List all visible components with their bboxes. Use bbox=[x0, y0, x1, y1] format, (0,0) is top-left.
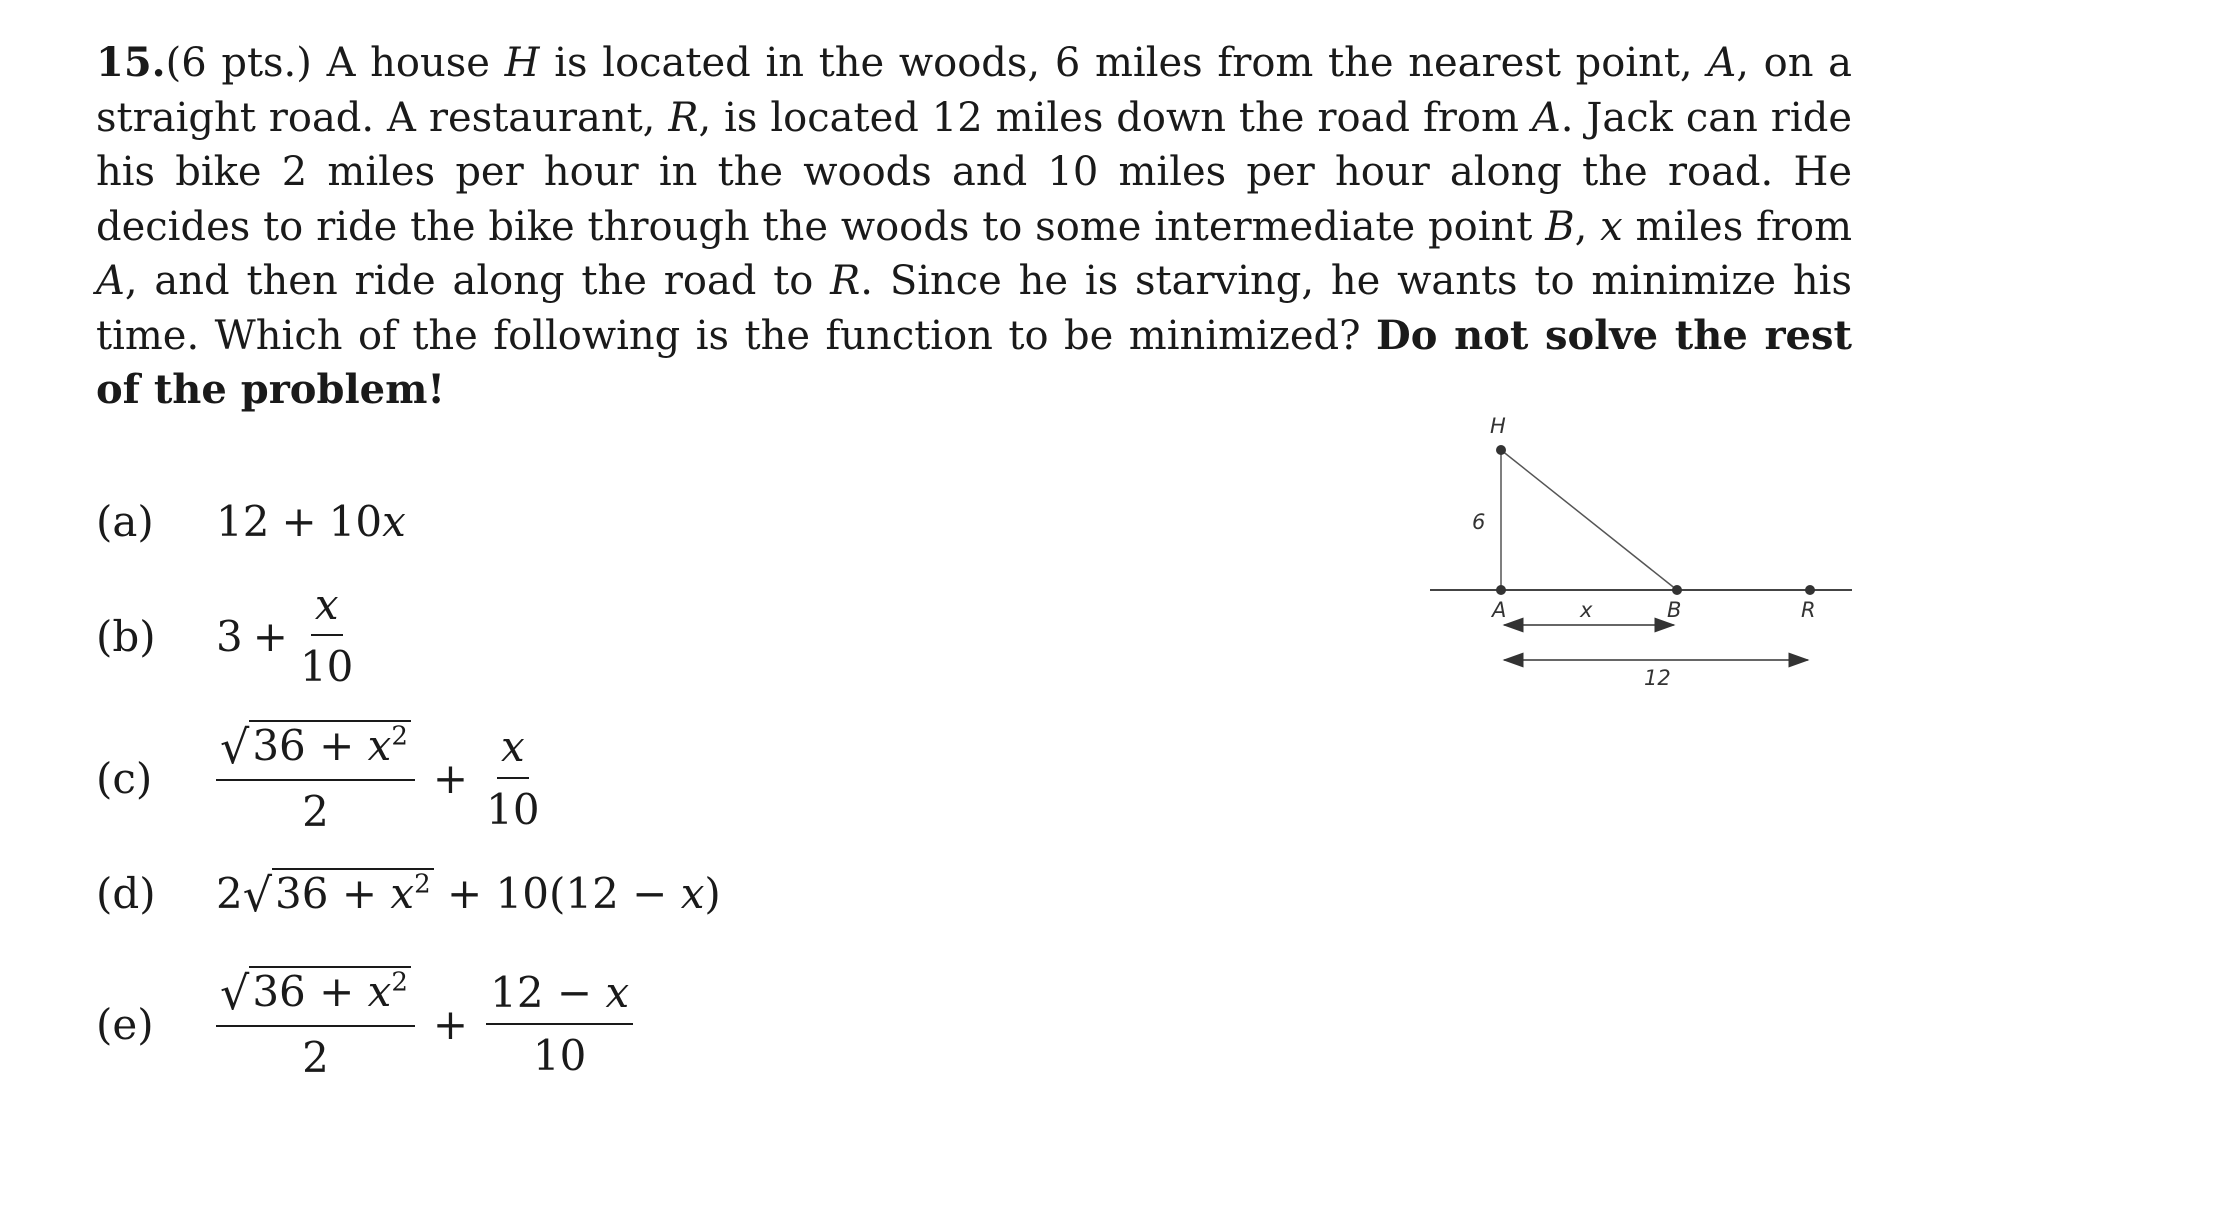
choice-a bbox=[96, 497, 406, 546]
choice-e-expression: √ $36 + x^2$ 2 + $\frac{12 - x}{10}$ bbox=[216, 966, 639, 1083]
choice-d-label: (d) bbox=[96, 868, 156, 918]
label-twelve: 12 bbox=[1644, 666, 1671, 690]
choice-e-label: (e) bbox=[96, 1000, 154, 1050]
choice-c-expression: √ $36 + x^2$ 2 + $\frac{x}{10}$ bbox=[216, 720, 546, 837]
choice-a-expression: 12 + 10 x bbox=[216, 497, 406, 546]
geometry-diagram bbox=[1420, 405, 1860, 705]
choice-e-fraction-2: $\frac{12 - x}{10}$ bbox=[486, 968, 633, 1081]
point-a bbox=[1496, 585, 1506, 595]
choice-e bbox=[96, 966, 639, 1083]
problem-number: 15. bbox=[96, 39, 166, 86]
choice-b-fraction: $\frac{x}{10}$ bbox=[299, 580, 354, 692]
label-a: A bbox=[1492, 598, 1507, 622]
choice-e-fraction-1: √ $36 + x^2$ 2 bbox=[216, 966, 415, 1083]
choice-c-fraction-1: √ $36 + x^2$ 2 bbox=[216, 720, 415, 837]
problem-instruction: Do not solve the rest of the problem! bbox=[96, 311, 1852, 413]
choice-c bbox=[96, 720, 546, 837]
label-x: x bbox=[1580, 598, 1593, 622]
choice-c-fraction-2: $\frac{x}{10}$ bbox=[486, 722, 540, 834]
point-r bbox=[1805, 585, 1815, 595]
choice-b bbox=[96, 580, 359, 693]
label-r: R bbox=[1801, 598, 1816, 622]
label-b: B bbox=[1667, 598, 1682, 622]
choice-b-label: (b) bbox=[96, 611, 156, 661]
house-to-b-segment bbox=[1501, 450, 1677, 590]
choice-b-expression: 3 + $\frac{x}{10}$ bbox=[216, 580, 354, 692]
choice-d-expression: 2 √ $36 + x^2$ + 10(12 − x ) bbox=[216, 868, 721, 923]
point-h bbox=[1496, 445, 1506, 455]
problem-points: (6 pts.) bbox=[165, 40, 312, 86]
label-six: 6 bbox=[1472, 510, 1486, 534]
choice-a-label: (a) bbox=[96, 497, 154, 546]
label-h: H bbox=[1490, 414, 1506, 438]
choice-c-label: (c) bbox=[96, 754, 153, 804]
choice-d bbox=[96, 868, 721, 923]
point-b bbox=[1672, 585, 1682, 595]
problem-text: A house H is located in the woods, 6 miles from the nearest point, A, on a straight road. A restaurant, R, is located 12 miles down the road from A. Jack can ride his bike 2 miles per hour in the woods and 10 miles per hour along the road. He decides to ride the bike through the woods to some intermediate point B, x miles from A, and then ride along the road to R. Since he is starving, he wants to minimize his time. Which of the following is the function to be minimized? bbox=[96, 40, 1853, 359]
problem-statement bbox=[96, 36, 1852, 418]
